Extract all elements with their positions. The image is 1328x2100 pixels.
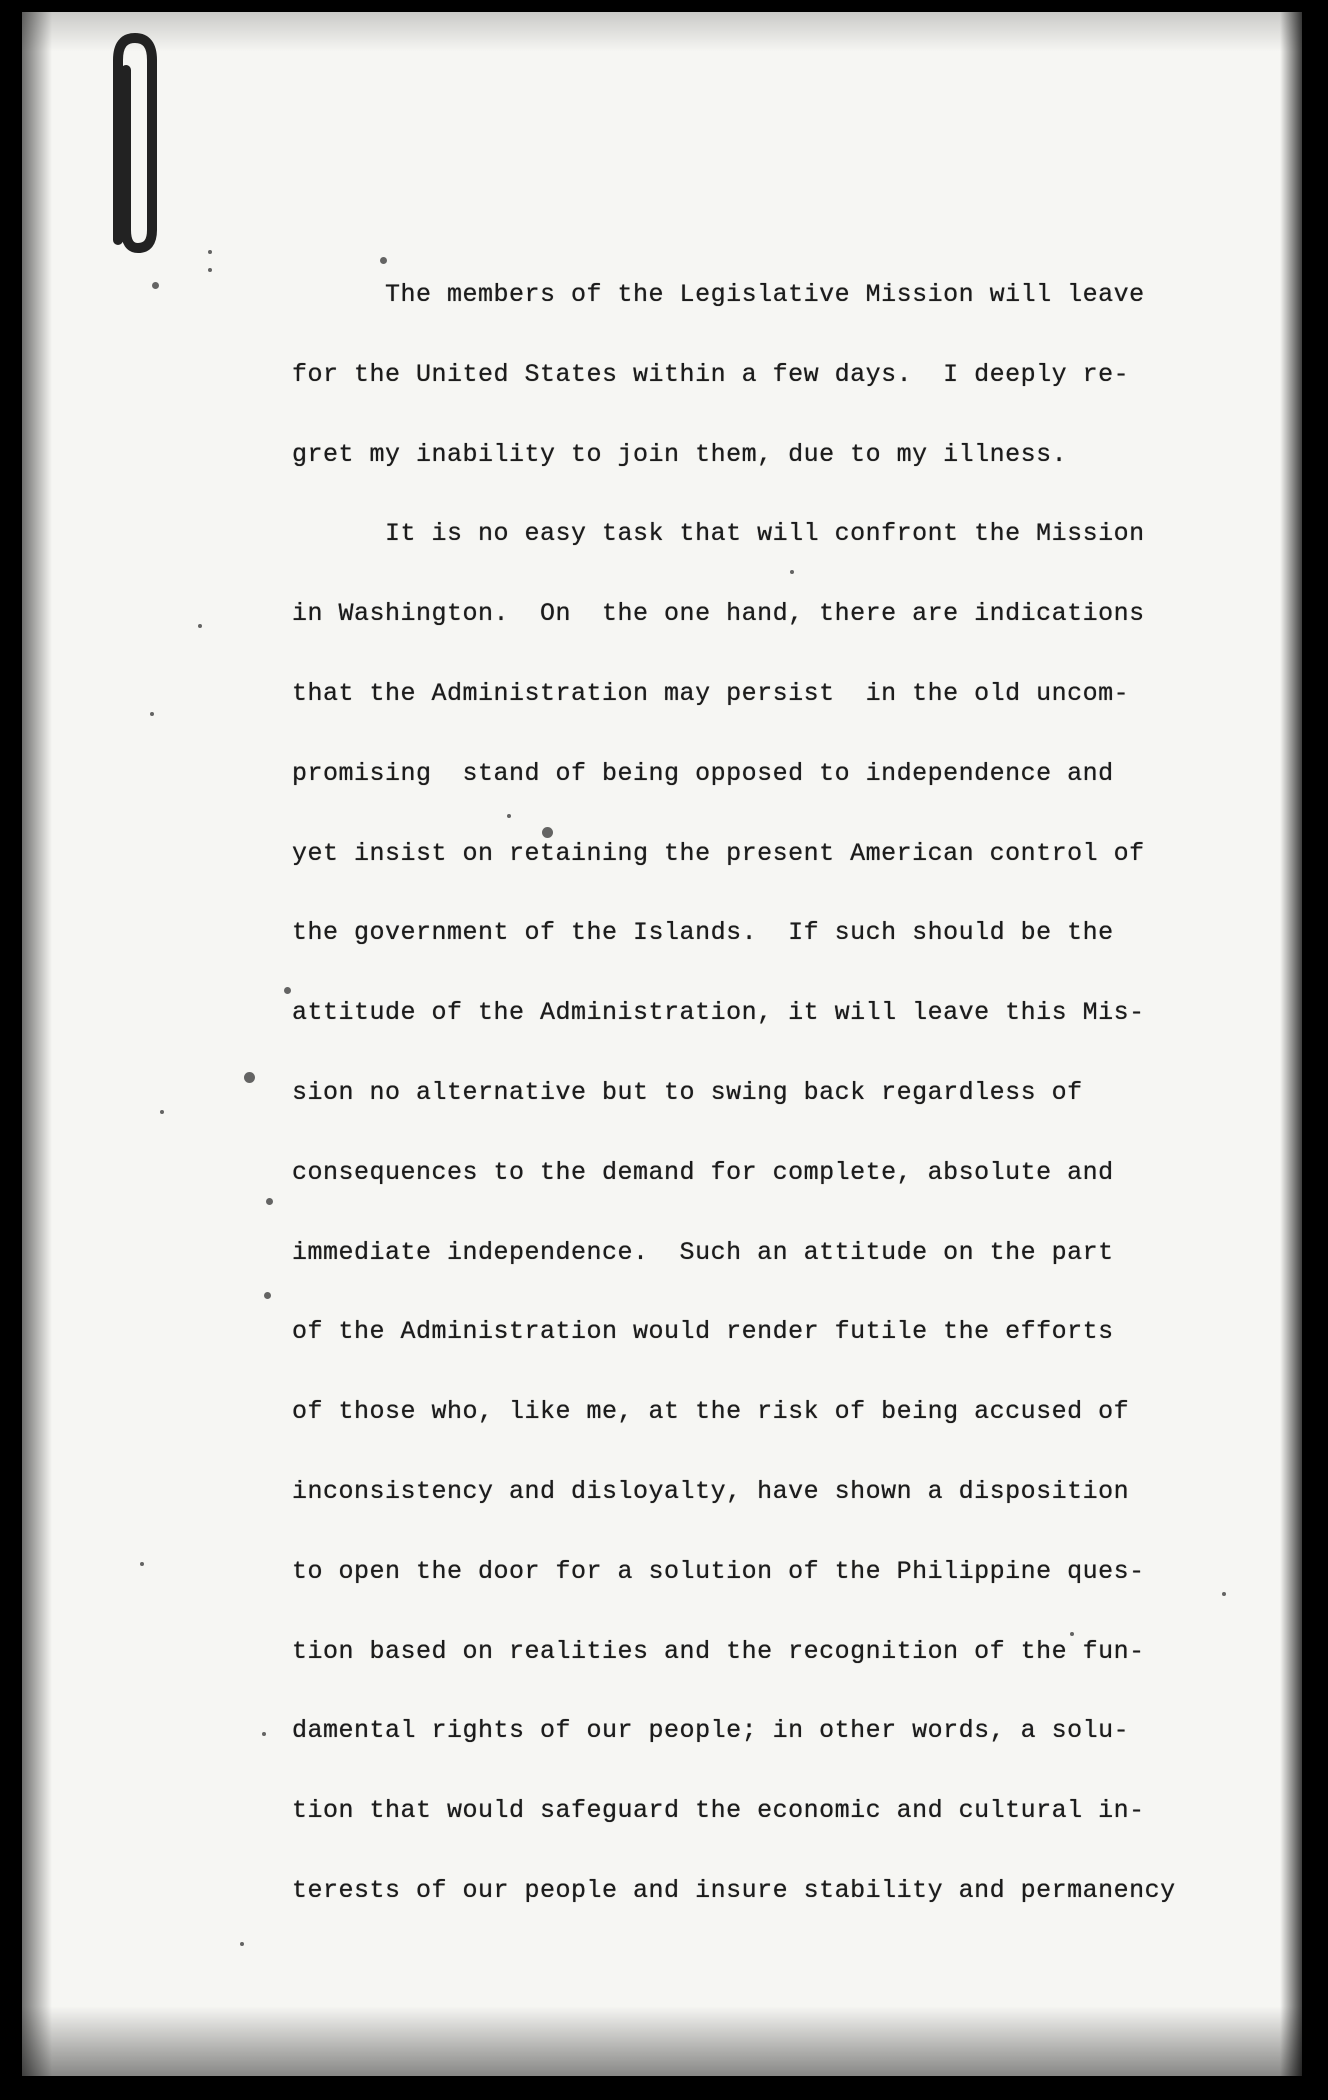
- scan-shadow-right: [1280, 12, 1302, 2076]
- text-line: for the United States within a few days. I deeply re-: [292, 359, 1130, 389]
- scan-speck: [208, 268, 212, 272]
- scan-speck: [262, 1732, 266, 1736]
- scan-speck: [244, 1072, 255, 1083]
- scan-speck: [160, 1110, 164, 1114]
- text-line: promising stand of being opposed to independence and: [292, 758, 1114, 788]
- text-line: consequences to the demand for complete, absolute and: [292, 1157, 1114, 1187]
- text-line: terests of our people and insure stability and permanency: [292, 1875, 1176, 1905]
- text-line: It is no easy task that will confront the Mission: [292, 519, 1145, 549]
- scan-speck: [266, 1198, 273, 1205]
- scan-speck: [208, 250, 212, 254]
- scan-shadow-bottom: [22, 2006, 1302, 2076]
- document-page: [22, 12, 1302, 2076]
- scan-shadow-top: [22, 12, 1302, 52]
- text-line: The members of the Legislative Mission will leave: [292, 280, 1145, 309]
- text-line: of the Administration would render futile the efforts: [292, 1317, 1114, 1347]
- scan-shadow-left: [22, 12, 52, 2076]
- scan-speck: [240, 1942, 244, 1946]
- scan-speck: [264, 1292, 271, 1299]
- scan-speck: [152, 282, 159, 289]
- text-line: to open the door for a solution of the Philippine ques-: [292, 1556, 1145, 1586]
- scan-speck: [284, 987, 291, 994]
- scan-speck: [198, 624, 202, 628]
- scan-speck: [150, 712, 154, 716]
- text-line: inconsistency and disloyalty, have shown a disposition: [292, 1476, 1130, 1506]
- text-line: immediate independence. Such an attitude on the part: [292, 1237, 1114, 1267]
- text-line: the government of the Islands. If such should be the: [292, 918, 1114, 948]
- text-line: that the Administration may persist in the old uncom-: [292, 678, 1130, 708]
- paper-clip-icon: [100, 30, 170, 260]
- text-line: damental rights of our people; in other words, a solu-: [292, 1716, 1130, 1746]
- text-line: in Washington. On the one hand, there are indications: [292, 599, 1145, 629]
- text-line: gret my inability to join them, due to my illness.: [292, 439, 1068, 469]
- scan-speck: [380, 257, 387, 264]
- text-line: tion based on realities and the recognition of the fun-: [292, 1636, 1145, 1666]
- text-line: yet insist on retaining the present American control of: [292, 838, 1145, 868]
- text-line: tion that would safeguard the economic and cultural in-: [292, 1796, 1145, 1826]
- text-line: attitude of the Administration, it will leave this Mis-: [292, 998, 1145, 1028]
- scan-speck: [140, 1562, 144, 1566]
- letter-body: [292, 280, 1252, 1956]
- text-line: of those who, like me, at the risk of being accused of: [292, 1397, 1130, 1427]
- text-line: sion no alternative but to swing back regardless of: [292, 1077, 1083, 1107]
